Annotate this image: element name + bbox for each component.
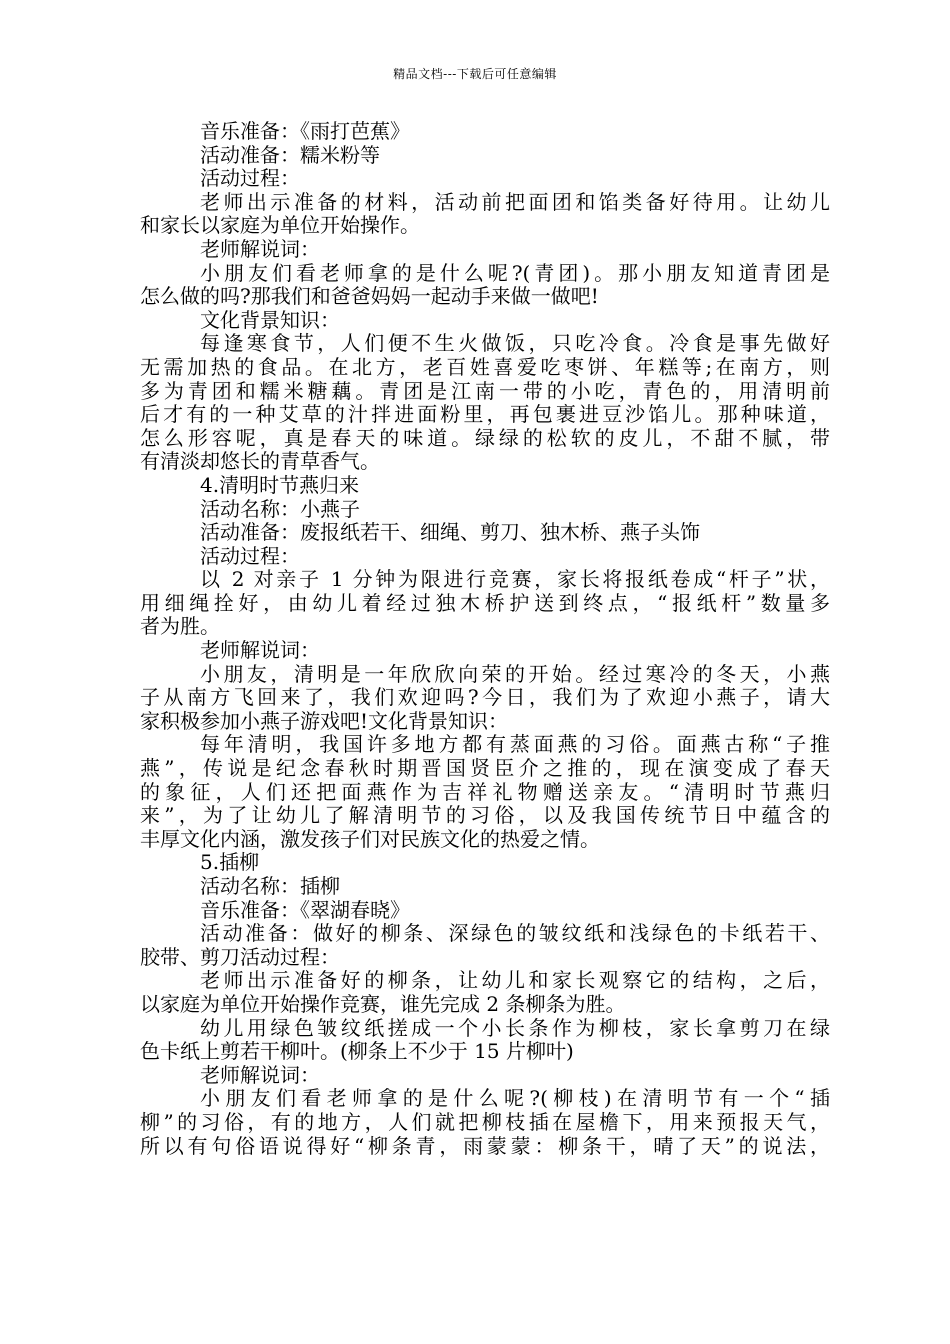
text-line: 用细绳拴好，由幼儿着经过独木桥护送到终点，“报纸杆”数量多: [140, 590, 830, 615]
text-line: 活动准备：废报纸若干、细绳、剪刀、独木桥、燕子头饰: [200, 520, 700, 545]
text-line: 胶带、剪刀活动过程：: [140, 944, 340, 969]
page-header: 精品文档---下载后可任意编辑: [393, 67, 557, 81]
text-line: 活动名称：小燕子: [200, 496, 360, 521]
text-line: 怎么做的吗?那我们和爸爸妈妈一起动手来做一做吧!: [140, 284, 599, 309]
text-line: 老师出示准备好的柳条，让幼儿和家长观察它的结构，之后，: [200, 968, 830, 993]
text-line: 老师解说词：: [200, 638, 320, 663]
text-line: 音乐准备：《翠湖春晓》: [200, 897, 410, 922]
text-line: 活动准备：糯米粉等: [200, 142, 380, 167]
text-line: 老师解说词：: [200, 1062, 320, 1087]
text-line: 老师解说词：: [200, 236, 320, 261]
text-line: 柳”的习俗，有的地方，人们就把柳枝插在屋檐下，用来预报天气，: [140, 1109, 830, 1134]
text-line: 家积极参加小燕子游戏吧!文化背景知识：: [140, 708, 509, 733]
text-line: 子从南方飞回来了，我们欢迎吗?今日，我们为了欢迎小燕子，请大: [140, 685, 830, 710]
text-line: 无需加热的食品。在北方，老百姓喜爱吃枣饼、年糕等;在南方，则: [140, 354, 830, 379]
text-line: 小朋友们看老师拿的是什么呢?(青团)。那小朋友知道青团是: [200, 260, 830, 285]
text-line: 4.清明时节燕归来: [200, 472, 360, 497]
text-line: 音乐准备：《雨打芭蕉》: [200, 119, 410, 143]
text-line: 来”，为了让幼儿了解清明节的习俗，以及我国传统节日中蕴含的: [140, 803, 830, 828]
text-line: 以 2 对亲子 1 分钟为限进行竞赛，家长将报纸卷成“杆子”状，: [200, 567, 830, 592]
text-line: 幼儿用绿色皱纹纸搓成一个小长条作为柳枝，家长拿剪刀在绿: [200, 1015, 830, 1040]
text-line: 小朋友，清明是一年欣欣向荣的开始。经过寒冷的冬天，小燕: [200, 661, 830, 686]
text-line: 以家庭为单位开始操作竞赛，谁先完成 2 条柳条为胜。: [140, 991, 626, 1016]
text-line: 活动名称：插柳: [200, 874, 340, 898]
text-line: 小朋友们看老师拿的是什么呢?(柳枝)在清明节有一个“插: [200, 1086, 830, 1111]
text-line: 老师出示准备的材料，活动前把面团和馅类备好待用。让幼儿: [200, 189, 830, 214]
text-line: 的象征，人们还把面燕作为吉祥礼物赠送亲友。“清明时节燕归: [140, 779, 830, 804]
text-line: 者为胜。: [140, 614, 220, 639]
text-line: 每逢寒食节，人们便不生火做饭，只吃冷食。冷食是事先做好: [200, 331, 830, 356]
text-line: 后才有的一种艾草的汁拌进面粉里，再包裹进豆沙馅儿。那种味道，: [140, 402, 830, 427]
text-line: 怎么形容呢，真是春天的味道。绿绿的松软的皮儿，不甜不腻，带: [140, 425, 830, 450]
text-line: 有清淡却悠长的青草香气。: [140, 449, 380, 474]
text-line: 每年清明，我国许多地方都有蒸面燕的习俗。面燕古称“子推: [200, 732, 830, 757]
text-line: 文化背景知识：: [200, 307, 340, 332]
document-body: [140, 120, 830, 1158]
text-line: 所以有句俗语说得好“柳条青，雨蒙蒙：柳条干，晴了天”的说法，: [140, 1133, 830, 1158]
text-line: 丰厚文化内涵，激发孩子们对民族文化的热爱之情。: [140, 826, 600, 851]
text-line: 活动准备：做好的柳条、深绿色的皱纹纸和浅绿色的卡纸若干、: [200, 921, 830, 946]
text-line: 5.插柳: [200, 850, 260, 875]
text-line: 活动过程：: [200, 543, 300, 568]
text-line: 多为青团和糯米糖藕。青团是江南一带的小吃，青色的，用清明前: [140, 378, 830, 403]
text-line: 色卡纸上剪若干柳叶。(柳条上不少于 15 片柳叶): [140, 1039, 574, 1064]
text-line: 燕”，传说是纪念春秋时期晋国贤臣介之推的，现在演变成了春天: [140, 756, 830, 781]
text-line: 活动过程：: [200, 166, 300, 191]
text-line: 和家长以家庭为单位开始操作。: [140, 213, 420, 238]
